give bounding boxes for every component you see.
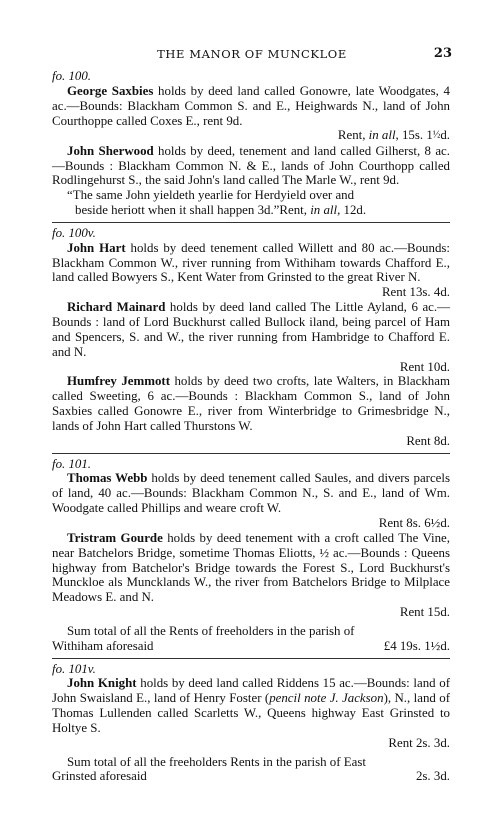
entry-john-sherwood xyxy=(52,144,450,189)
rent-amount: Rent 15d. xyxy=(399,605,450,620)
entry-text: holds by deed tenement called Saules, and divers parcels of land, 40 ac.—Bounds: Blackham Common N., S. and E., land of Wm. Woodgate called Phillips and weare croft W. xyxy=(52,471,450,516)
tenant-name: George Saxbies xyxy=(67,83,154,98)
sum-total-east-grinsted xyxy=(52,755,450,770)
sum-total-row xyxy=(52,639,450,654)
sum-text: Sum total of all the Rents of freeholders in the parish of xyxy=(67,623,355,638)
page-title: THE MANOR OF MUNCKLOE xyxy=(157,47,347,61)
entry-text: holds by deed tenement called Willett and 80 ac.—Bounds: Blackham Common W., river running from Withiham towards Chafford E., land called Bowyers S., Kent Water from Grinsted to the great River N. xyxy=(52,240,450,285)
folio-heading: fo. 100v. xyxy=(52,225,96,240)
rent-total: Rent, in all, 15s. 1½d. xyxy=(337,128,450,143)
running-header xyxy=(52,47,452,63)
section-divider xyxy=(52,222,450,223)
rent-amount: Rent 10d. xyxy=(399,359,450,374)
tenant-name: Tristram Gourde xyxy=(67,530,163,545)
section-divider xyxy=(52,658,450,659)
quote-line-1: “The same John yieldeth yearlie for Herdyield over and xyxy=(67,188,355,203)
entry-thomas-webb xyxy=(52,471,450,516)
entry-john-knight xyxy=(52,676,450,735)
sum-total-withiham xyxy=(52,624,450,639)
entry-text: holds by deed land called Riddens 15 ac.—Bounds: land of John Swaisland E., land of Henry Foster ( xyxy=(52,676,450,706)
sum-place: Grinsted aforesaid xyxy=(52,769,147,784)
entry-richard-mainard xyxy=(52,300,450,359)
entry-text: holds by deed, tenement and land called Gilherst, 8 ac.—Bounds : Blackham Common N. & E., lands of John Courthopp called Rodlingehurst S., the said John's land called The Marle W., rent 9d. xyxy=(52,143,450,188)
page-number: 23 xyxy=(433,46,452,61)
entry-humfrey-jemmott xyxy=(52,374,450,433)
entry-john-hart xyxy=(52,241,450,286)
tenant-name: Thomas Webb xyxy=(67,471,148,486)
sum-amount: 2s. 3d. xyxy=(415,769,450,784)
entry-tristram-gourde xyxy=(52,531,450,605)
folio-heading: fo. 101. xyxy=(52,456,92,471)
tenant-name: John Sherwood xyxy=(67,143,154,158)
sum-place: Withiham aforesaid xyxy=(52,638,154,653)
sum-amount: £4 19s. 1½d. xyxy=(383,638,450,653)
rent-amount: Rent 13s. 4d. xyxy=(381,285,450,300)
folio-heading: fo. 101v. xyxy=(52,661,96,676)
entry-text: holds by deed land called Gonowre, late Woodgates, 4 ac.—Bounds: Blackham Common S. and E., Heighwards N., land of John Courthoppe called Coxes E., rent 9d. xyxy=(52,83,450,128)
tenant-name: John Knight xyxy=(67,676,137,691)
entry-text: holds by deed tenement with a croft called The Vine, near Batchelors Bridge, sometime Thomas Eliotts, ½ ac.—Bounds : Queens highway from Batchelor's Bridge towards the Forest S., Lord Buckhurst's Munckloe als Muncklands W., the river from Batchelors Bridge to Milplace Meadows E. and N. xyxy=(52,530,450,605)
rent-amount: Rent 2s. 3d. xyxy=(388,735,450,750)
page-body xyxy=(52,67,450,784)
sum-text: Sum total of all the freeholders Rents in the parish of East xyxy=(67,754,366,769)
pencil-note: pencil note J. Jackson xyxy=(269,691,384,706)
section-divider xyxy=(52,453,450,454)
tenant-name: John Hart xyxy=(67,240,126,255)
rent-total: Rent, in all, 12d. xyxy=(279,203,367,218)
sum-total-row xyxy=(52,769,450,784)
entry-text: holds by deed two crofts, late Walters, in Blackham called Sweeting, 6 ac.—Bounds : Blackham Common S., land of John Saxbies called Gonowre E., river from Winterbridge to Grimesbridge N., lands of John Hart called Thurstons W. xyxy=(52,374,450,433)
entry-george-saxbies xyxy=(52,84,450,129)
folio-heading: fo. 100. xyxy=(52,69,92,83)
quoted-note xyxy=(52,188,450,218)
entry-text-cont: ), N., land of Thomas Lullenden called Scarletts W., Queens highway East Grinsted to Holtye S. xyxy=(52,691,450,735)
rent-amount: Rent 8d. xyxy=(406,433,450,448)
entry-text: holds by deed land called The Little Ayland, 6 ac.—Bounds : land of Lord Buckhurst called Bullock iland, being parcel of Ham and Spencers, S. and W., the river running from Hambridge to Chafford E. and N. xyxy=(52,300,450,359)
tenant-name: Humfrey Jemmott xyxy=(67,374,170,389)
quote-line-2-row xyxy=(67,203,450,218)
quote-line-2: beside heriott when it shall happen 3d.” xyxy=(75,203,280,218)
rent-amount: Rent 8s. 6½d. xyxy=(378,515,450,530)
tenant-name: Richard Mainard xyxy=(67,300,166,315)
